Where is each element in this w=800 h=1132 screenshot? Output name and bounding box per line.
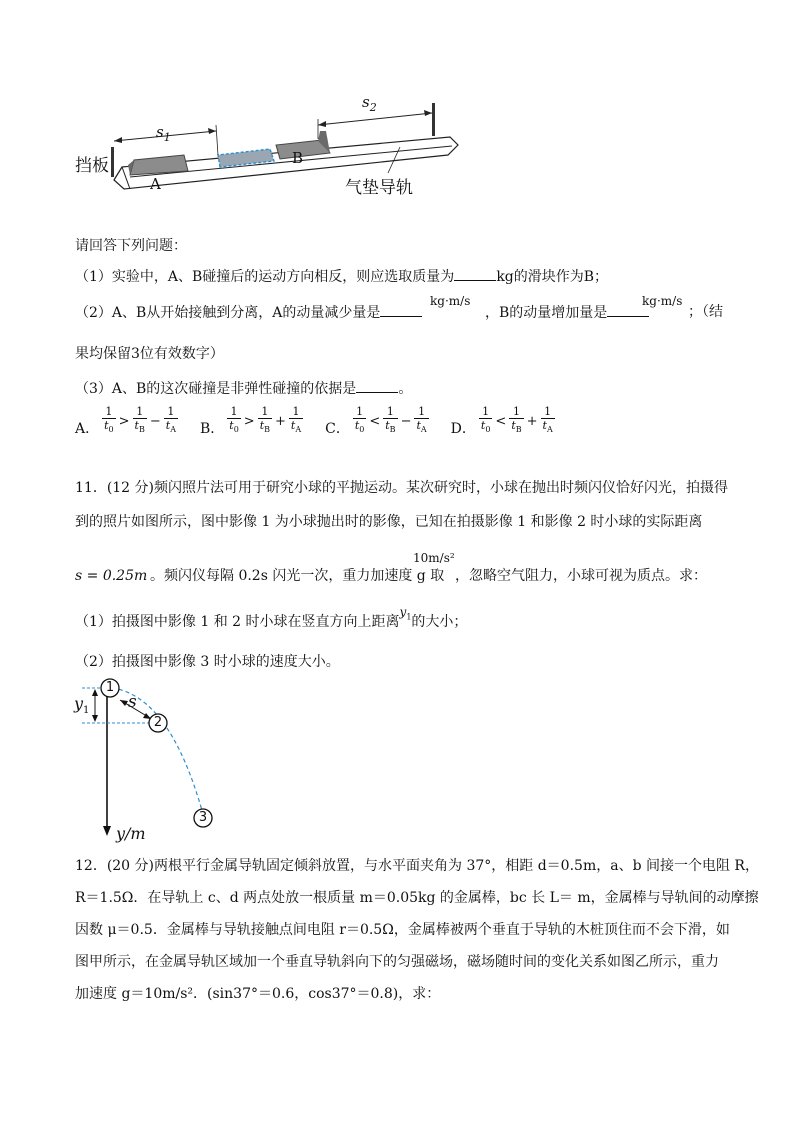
- option-a[interactable]: A． $\frac{1}{t_0}$ > $\frac{1}{t_B}$ − $\frac{1}{t_A}$: [75, 405, 176, 437]
- unit-1: kg·m/s: [430, 294, 471, 308]
- ball-3-label: 3: [198, 810, 208, 825]
- label-s1: $s_1$: [156, 123, 171, 144]
- q12-line2: R＝1.5Ω．在导轨上 c、d 两点处放一根质量 m＝0.05kg 的金属棒，bc 长 L＝ m，金属棒与导轨间的动摩擦: [75, 890, 759, 906]
- q11-line1: 11．(12 分)频闪照片法可用于研究小球的平抛运动。某次研究时，小球在抛出时频闪仪恰好闪光，拍摄得: [75, 480, 729, 496]
- q10-options: [75, 404, 555, 438]
- q12-line3: 因数 μ＝0.5．金属棒与导轨接触点间电阻 r＝0.5Ω，金属棒被两个垂直于导轨的木桩顶住而不会下滑，如: [75, 922, 730, 938]
- label-baffle: 挡板: [75, 156, 109, 176]
- answer-blank-4[interactable]: [356, 378, 398, 393]
- option-d[interactable]: D． $\frac{1}{t_0}$ < $\frac{1}{t_B}$ + $\frac{1}{t_A}$: [450, 405, 553, 437]
- option-b[interactable]: B． $\frac{1}{t_0}$ > $\frac{1}{t_B}$ + $\frac{1}{t_A}$: [199, 405, 302, 437]
- q12-line5: 加速度 g＝10m/s²．(sin37°＝0.6，cos37°＝0.8)，求：: [75, 986, 441, 1002]
- option-c[interactable]: C． $\frac{1}{t_0}$ < $\frac{1}{t_B}$ − $\frac{1}{t_A}$: [325, 405, 427, 437]
- q11-g-value: 10m/s²: [413, 551, 455, 565]
- q11-sub2: （2）拍摄图中影像 3 时小球的速度大小。: [75, 654, 340, 670]
- q12-line1: 12．(20 分)两根平行金属导轨固定倾斜放置，与水平面夹角为 37°，相距 d＝0.5m，a、b 间接一个电阻 R，: [75, 858, 759, 874]
- trajectory-curve: [112, 688, 203, 814]
- q11-s-value: s = 0.25m: [75, 568, 148, 584]
- q10-part1: （1）实验中，A、B碰撞后的运动方向相反，则应选取质量为 kg的滑块作为B；: [75, 266, 608, 287]
- ball-1-label: 1: [105, 680, 115, 695]
- q10-part2-mid: ，B的动量增加量是: [485, 302, 649, 323]
- label-slider-a: A: [150, 175, 161, 193]
- q10-part2-cont: 果均保留3位有效数字）: [75, 346, 224, 362]
- q10-part2-post: ；（结: [688, 304, 723, 320]
- q12-line4: 图甲所示，在金属导轨区域加一个垂直导轨斜向下的匀强磁场，磁场随时间的变化关系如图乙所示，重力: [75, 954, 719, 970]
- label-air-track: 气垫导轨: [345, 178, 413, 198]
- unit-2: kg·m/s: [642, 294, 683, 308]
- q10-part3: （3）A、B的这次碰撞是非弹性碰撞的依据是 。: [75, 378, 412, 399]
- q11-line3-mid: 。频闪仪每隔 0.2s 闪光一次，重力加速度 g 取: [150, 568, 445, 584]
- ball-2-label: 2: [153, 715, 163, 730]
- q11-sub1: （1）拍摄图中影像 1 和 2 时小球在竖直方向上距离$y_1$的大小；: [75, 605, 468, 630]
- baffle-left: [111, 147, 114, 177]
- baffle-right: [432, 103, 435, 136]
- label-s2: $s_2$: [362, 93, 377, 114]
- slider-a: [130, 155, 188, 175]
- q10-part2: （2）A、B从开始接触到分离，A的动量减少量是: [75, 302, 422, 323]
- q11-line3-post: ，忽略空气阻力，小球可视为质点。求：: [455, 568, 707, 584]
- q10-intro: 请回答下列问题：: [75, 238, 187, 254]
- label-slider-b: B: [292, 149, 304, 167]
- label-y1: $y_1$: [74, 694, 90, 717]
- answer-blank-2[interactable]: [380, 302, 422, 317]
- axis-label-y: y/m: [116, 824, 146, 843]
- q11-line2: 到的照片如图所示，图中影像 1 为小球抛出时的影像，已知在拍摄影像 1 和影像 2 时小球的实际距离: [75, 514, 703, 530]
- label-s: s: [128, 692, 137, 712]
- answer-blank-1[interactable]: [454, 266, 496, 281]
